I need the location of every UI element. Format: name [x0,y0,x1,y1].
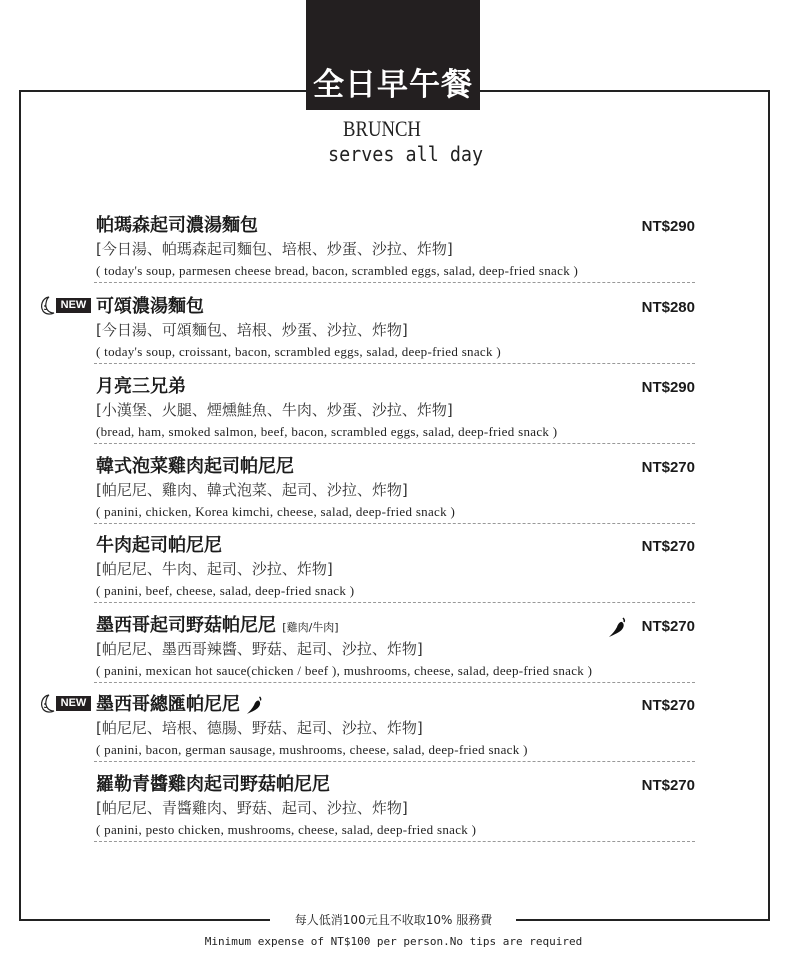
item-price: NT$270 [641,618,695,635]
item-name: 墨西哥總匯帕尼尼 [96,693,264,717]
divider [94,841,695,842]
item-description-en: ( panini, mexican hot sauce(chicken / beef ), mushrooms, cheese, salad, deep-fried snack ) [96,663,593,678]
title-banner [306,0,480,110]
divider [94,443,695,444]
item-description-zh: [帕尼尼、青醬雞肉、野菇、起司、沙拉、炸物] [96,799,408,817]
item-name: 韓式泡菜雞肉起司帕尼尼 [96,456,294,477]
item-price: NT$270 [641,697,695,714]
menu-item [60,693,695,773]
divider [94,761,695,762]
new-badge [39,298,93,314]
english-subtitle: serves all day [328,142,484,166]
english-title: BRUNCH [343,116,421,141]
item-name: 可頌濃湯麵包 [96,296,204,317]
item-description-en: ( panini, bacon, german sausage, mushrooms, cheese, salad, deep-fried snack ) [96,742,528,757]
divider [94,523,695,524]
item-price: NT$280 [641,299,695,316]
menu-item [94,773,695,853]
menu-item [94,614,695,694]
divider [94,363,695,364]
item-name: 帕瑪森起司濃湯麵包 [96,215,258,236]
new-badge [39,696,93,712]
divider [94,682,695,683]
item-description-en: ( panini, beef, cheese, salad, deep-fried snack ) [96,583,355,598]
footer-note-zh: 每人低消100元且不收取10% 服務費 [294,913,493,927]
item-description-en: ( today's soup, croissant, bacon, scrambled eggs, salad, deep-fried snack ) [96,344,501,359]
item-description-zh: [帕尼尼、雞肉、韓式泡菜、起司、沙拉、炸物] [96,481,408,499]
chili-icon [246,695,264,715]
item-description-en: ( panini, pesto chicken, mushrooms, cheese, salad, deep-fried snack ) [96,822,477,837]
item-description-en: ( today's soup, parmesen cheese bread, bacon, scrambled eggs, salad, deep-fried snack ) [96,263,579,278]
new-label: NEW [56,696,91,711]
item-price: NT$270 [641,538,695,555]
item-price: NT$270 [641,459,695,476]
item-price: NT$270 [641,777,695,794]
divider [94,282,695,283]
item-name: 月亮三兄弟 [96,376,186,397]
menu-item [94,214,695,294]
menu-item [94,375,695,455]
footer-note-en: Minimum expense of NT$100 per person.No tips are required [204,935,583,948]
item-price: NT$290 [641,379,695,396]
item-description-zh: [小漢堡、火腿、煙燻鮭魚、牛肉、炒蛋、沙拉、炸物] [96,401,453,419]
item-name: 羅勒青醬雞肉起司野菇帕尼尼 [96,774,330,795]
item-description-en: (bread, ham, smoked salmon, beef, bacon, scrambled eggs, salad, deep-fried snack ) [96,424,558,439]
item-description-zh: [帕尼尼、牛肉、起司、沙拉、炸物] [96,560,333,578]
item-description-zh: [今日湯、帕瑪森起司麵包、培根、炒蛋、沙拉、炸物] [96,240,453,258]
divider [94,602,695,603]
item-name: 墨西哥起司野菇帕尼尼 [雞肉/牛肉] [96,615,339,636]
menu-item [94,455,695,535]
new-label: NEW [56,298,91,313]
page-title: 全日早午餐 [313,67,473,103]
menu-item [94,534,695,614]
item-description-zh: [帕尼尼、培根、德腸、野菇、起司、沙拉、炸物] [96,719,423,737]
item-description-zh: [帕尼尼、墨西哥辣醬、野菇、起司、沙拉、炸物] [96,640,423,658]
item-description-en: ( panini, chicken, Korea kimchi, cheese, salad, deep-fried snack ) [96,504,456,519]
item-name: 牛肉起司帕尼尼 [96,535,222,556]
item-description-zh: [今日湯、可頌麵包、培根、炒蛋、沙拉、炸物] [96,321,408,339]
menu-item [60,295,695,375]
item-price: NT$290 [641,218,695,235]
moon-icon [39,694,57,714]
chili-icon [608,616,628,638]
moon-icon [39,296,57,316]
item-note: [雞肉/牛肉] [282,621,339,634]
